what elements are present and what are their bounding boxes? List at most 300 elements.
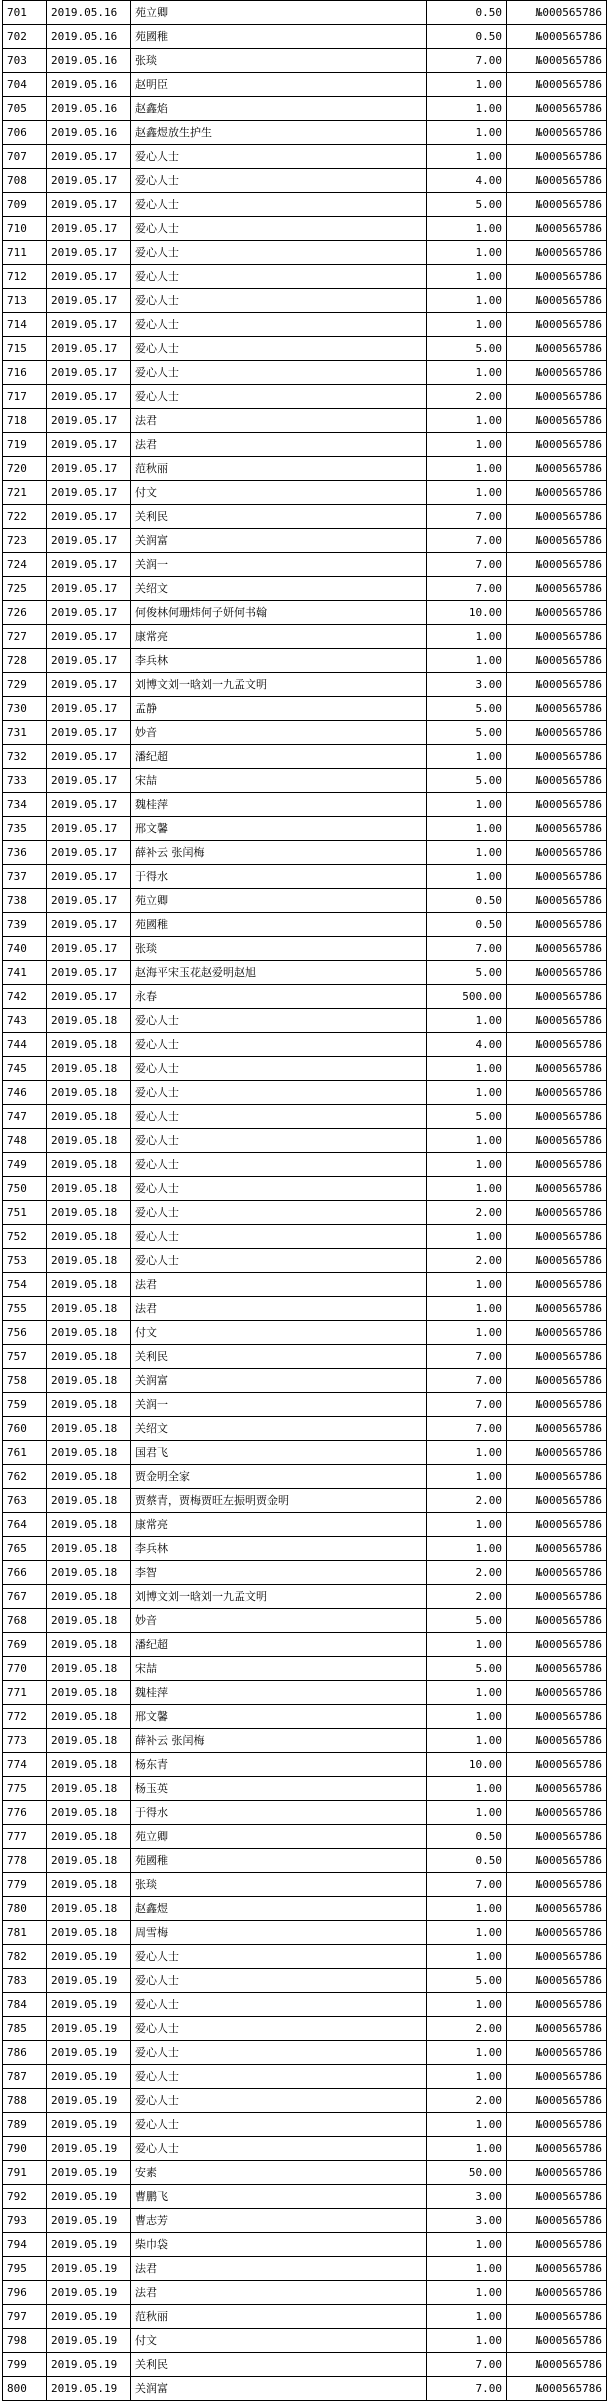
row-index-cell: 779 [3, 1873, 47, 1897]
row-receipt-cell: №000565786 [507, 2281, 607, 2305]
row-amount-cell: 1.00 [427, 841, 507, 865]
row-donor-cell: 爱心人士 [131, 1009, 427, 1033]
row-date-cell: 2019.05.19 [47, 2161, 131, 2185]
row-amount-cell: 1.00 [427, 361, 507, 385]
row-date-cell: 2019.05.18 [47, 1201, 131, 1225]
row-index-cell: 741 [3, 961, 47, 985]
row-donor-cell: 爱心人士 [131, 265, 427, 289]
row-amount-cell: 1.00 [427, 97, 507, 121]
row-amount-cell: 1.00 [427, 1129, 507, 1153]
donation-ledger-table [2, 0, 607, 2401]
row-receipt-cell: №000565786 [507, 1057, 607, 1081]
row-date-cell: 2019.05.18 [47, 1225, 131, 1249]
row-receipt-cell: №000565786 [507, 1729, 607, 1753]
row-donor-cell: 爱心人士 [131, 313, 427, 337]
row-index-cell: 717 [3, 385, 47, 409]
row-amount-cell: 1.00 [427, 1513, 507, 1537]
table-row [3, 577, 607, 601]
row-date-cell: 2019.05.18 [47, 1441, 131, 1465]
row-amount-cell: 1.00 [427, 625, 507, 649]
ledger-body [3, 1, 607, 2401]
row-index-cell: 789 [3, 2113, 47, 2137]
row-date-cell: 2019.05.17 [47, 145, 131, 169]
table-row [3, 361, 607, 385]
row-date-cell: 2019.05.17 [47, 985, 131, 1009]
row-index-cell: 747 [3, 1105, 47, 1129]
table-row [3, 2185, 607, 2209]
row-receipt-cell: №000565786 [507, 2257, 607, 2281]
row-donor-cell: 爱心人士 [131, 289, 427, 313]
row-date-cell: 2019.05.17 [47, 625, 131, 649]
row-date-cell: 2019.05.17 [47, 313, 131, 337]
row-amount-cell: 1.00 [427, 1273, 507, 1297]
row-index-cell: 706 [3, 121, 47, 145]
table-row [3, 49, 607, 73]
row-amount-cell: 5.00 [427, 721, 507, 745]
row-index-cell: 764 [3, 1513, 47, 1537]
row-index-cell: 791 [3, 2161, 47, 2185]
row-donor-cell: 薛补云 张闰梅 [131, 1729, 427, 1753]
row-amount-cell: 1.00 [427, 865, 507, 889]
table-row [3, 1081, 607, 1105]
row-donor-cell: 魏桂萍 [131, 793, 427, 817]
row-donor-cell: 关润一 [131, 1393, 427, 1417]
row-index-cell: 760 [3, 1417, 47, 1441]
table-row [3, 121, 607, 145]
row-receipt-cell: №000565786 [507, 265, 607, 289]
row-index-cell: 800 [3, 2377, 47, 2401]
row-amount-cell: 1.00 [427, 2329, 507, 2353]
row-amount-cell: 1.00 [427, 2305, 507, 2329]
table-row [3, 865, 607, 889]
row-donor-cell: 爱心人士 [131, 1201, 427, 1225]
row-date-cell: 2019.05.19 [47, 1993, 131, 2017]
row-donor-cell: 关绍文 [131, 577, 427, 601]
row-donor-cell: 康常亮 [131, 1513, 427, 1537]
row-amount-cell: 1.00 [427, 1633, 507, 1657]
row-donor-cell: 安素 [131, 2161, 427, 2185]
row-index-cell: 781 [3, 1921, 47, 1945]
row-donor-cell: 于得水 [131, 865, 427, 889]
row-receipt-cell: №000565786 [507, 985, 607, 1009]
row-date-cell: 2019.05.17 [47, 553, 131, 577]
row-amount-cell: 7.00 [427, 1369, 507, 1393]
row-receipt-cell: №000565786 [507, 1225, 607, 1249]
row-donor-cell: 爱心人士 [131, 1249, 427, 1273]
row-donor-cell: 何俊林何珊炜何子妍何书翰 [131, 601, 427, 625]
row-amount-cell: 1.00 [427, 145, 507, 169]
row-donor-cell: 国君飞 [131, 1441, 427, 1465]
table-row [3, 1105, 607, 1129]
row-date-cell: 2019.05.17 [47, 721, 131, 745]
table-row [3, 2329, 607, 2353]
row-donor-cell: 爱心人士 [131, 1129, 427, 1153]
row-amount-cell: 1.00 [427, 793, 507, 817]
table-row [3, 337, 607, 361]
row-donor-cell: 于得水 [131, 1801, 427, 1825]
table-row [3, 1489, 607, 1513]
table-row [3, 1417, 607, 1441]
row-amount-cell: 1.00 [427, 1537, 507, 1561]
table-row [3, 2137, 607, 2161]
row-date-cell: 2019.05.18 [47, 1681, 131, 1705]
row-receipt-cell: №000565786 [507, 1177, 607, 1201]
row-date-cell: 2019.05.18 [47, 1873, 131, 1897]
row-receipt-cell: №000565786 [507, 1129, 607, 1153]
table-row [3, 2353, 607, 2377]
row-date-cell: 2019.05.17 [47, 481, 131, 505]
row-amount-cell: 7.00 [427, 553, 507, 577]
row-receipt-cell: №000565786 [507, 1, 607, 25]
row-donor-cell: 曹志芳 [131, 2209, 427, 2233]
row-date-cell: 2019.05.17 [47, 265, 131, 289]
row-receipt-cell: №000565786 [507, 1537, 607, 1561]
row-index-cell: 705 [3, 97, 47, 121]
table-row [3, 2113, 607, 2137]
row-index-cell: 710 [3, 217, 47, 241]
row-date-cell: 2019.05.19 [47, 2305, 131, 2329]
row-index-cell: 754 [3, 1273, 47, 1297]
row-amount-cell: 1.00 [427, 1465, 507, 1489]
table-row [3, 1825, 607, 1849]
row-index-cell: 750 [3, 1177, 47, 1201]
row-donor-cell: 关利民 [131, 2353, 427, 2377]
table-row [3, 625, 607, 649]
row-index-cell: 703 [3, 49, 47, 73]
row-date-cell: 2019.05.17 [47, 865, 131, 889]
table-row [3, 97, 607, 121]
row-index-cell: 701 [3, 1, 47, 25]
table-row [3, 73, 607, 97]
row-donor-cell: 付文 [131, 2329, 427, 2353]
row-date-cell: 2019.05.17 [47, 841, 131, 865]
row-amount-cell: 1.00 [427, 1705, 507, 1729]
row-index-cell: 782 [3, 1945, 47, 1969]
row-date-cell: 2019.05.17 [47, 289, 131, 313]
row-donor-cell: 爱心人士 [131, 1225, 427, 1249]
row-receipt-cell: №000565786 [507, 337, 607, 361]
row-date-cell: 2019.05.19 [47, 2137, 131, 2161]
row-donor-cell: 爱心人士 [131, 385, 427, 409]
row-donor-cell: 永春 [131, 985, 427, 1009]
row-date-cell: 2019.05.18 [47, 1513, 131, 1537]
row-date-cell: 2019.05.17 [47, 889, 131, 913]
row-index-cell: 772 [3, 1705, 47, 1729]
row-donor-cell: 张琰 [131, 49, 427, 73]
row-amount-cell: 10.00 [427, 601, 507, 625]
row-donor-cell: 法君 [131, 433, 427, 457]
row-amount-cell: 2.00 [427, 1489, 507, 1513]
row-index-cell: 724 [3, 553, 47, 577]
row-amount-cell: 7.00 [427, 529, 507, 553]
row-donor-cell: 爱心人士 [131, 1105, 427, 1129]
table-row [3, 1609, 607, 1633]
row-receipt-cell: №000565786 [507, 313, 607, 337]
table-row [3, 2305, 607, 2329]
row-amount-cell: 7.00 [427, 577, 507, 601]
row-date-cell: 2019.05.17 [47, 337, 131, 361]
row-amount-cell: 0.50 [427, 1825, 507, 1849]
row-index-cell: 761 [3, 1441, 47, 1465]
row-amount-cell: 1.00 [427, 1729, 507, 1753]
row-index-cell: 739 [3, 913, 47, 937]
row-date-cell: 2019.05.17 [47, 961, 131, 985]
row-receipt-cell: №000565786 [507, 2065, 607, 2089]
row-date-cell: 2019.05.18 [47, 1009, 131, 1033]
row-receipt-cell: №000565786 [507, 457, 607, 481]
row-date-cell: 2019.05.16 [47, 121, 131, 145]
row-donor-cell: 赵海平宋玉花赵爱明赵旭 [131, 961, 427, 985]
row-index-cell: 720 [3, 457, 47, 481]
table-row [3, 817, 607, 841]
row-amount-cell: 1.00 [427, 1681, 507, 1705]
row-donor-cell: 法君 [131, 1297, 427, 1321]
row-date-cell: 2019.05.19 [47, 2089, 131, 2113]
row-date-cell: 2019.05.16 [47, 1, 131, 25]
row-donor-cell: 付文 [131, 481, 427, 505]
row-amount-cell: 1.00 [427, 241, 507, 265]
row-donor-cell: 法君 [131, 2281, 427, 2305]
row-donor-cell: 苑國稚 [131, 913, 427, 937]
row-donor-cell: 关润一 [131, 553, 427, 577]
row-index-cell: 771 [3, 1681, 47, 1705]
row-donor-cell: 苑立卿 [131, 1825, 427, 1849]
row-amount-cell: 1.00 [427, 1225, 507, 1249]
row-donor-cell: 爱心人士 [131, 1969, 427, 1993]
row-amount-cell: 5.00 [427, 697, 507, 721]
row-index-cell: 749 [3, 1153, 47, 1177]
table-row [3, 145, 607, 169]
row-donor-cell: 李兵林 [131, 649, 427, 673]
row-index-cell: 757 [3, 1345, 47, 1369]
row-receipt-cell: №000565786 [507, 529, 607, 553]
row-receipt-cell: №000565786 [507, 1825, 607, 1849]
row-receipt-cell: №000565786 [507, 2161, 607, 2185]
row-date-cell: 2019.05.18 [47, 1321, 131, 1345]
row-date-cell: 2019.05.18 [47, 1921, 131, 1945]
row-donor-cell: 爱心人士 [131, 217, 427, 241]
table-row [3, 1297, 607, 1321]
row-receipt-cell: №000565786 [507, 2377, 607, 2401]
table-row [3, 1801, 607, 1825]
row-amount-cell: 1.00 [427, 481, 507, 505]
table-row [3, 1753, 607, 1777]
row-date-cell: 2019.05.18 [47, 1897, 131, 1921]
table-row [3, 169, 607, 193]
row-date-cell: 2019.05.19 [47, 2017, 131, 2041]
row-date-cell: 2019.05.17 [47, 817, 131, 841]
row-donor-cell: 贾蔡青，贾梅贾旺左振明贾金明 [131, 1489, 427, 1513]
row-donor-cell: 爱心人士 [131, 193, 427, 217]
table-row [3, 1777, 607, 1801]
row-receipt-cell: №000565786 [507, 1681, 607, 1705]
row-amount-cell: 3.00 [427, 2209, 507, 2233]
row-amount-cell: 1.00 [427, 1777, 507, 1801]
row-date-cell: 2019.05.18 [47, 1729, 131, 1753]
table-row [3, 1513, 607, 1537]
row-index-cell: 799 [3, 2353, 47, 2377]
row-amount-cell: 2.00 [427, 2017, 507, 2041]
row-donor-cell: 关利民 [131, 505, 427, 529]
table-row [3, 937, 607, 961]
row-index-cell: 758 [3, 1369, 47, 1393]
row-index-cell: 746 [3, 1081, 47, 1105]
row-amount-cell: 5.00 [427, 1657, 507, 1681]
row-index-cell: 727 [3, 625, 47, 649]
row-amount-cell: 1.00 [427, 2065, 507, 2089]
row-receipt-cell: №000565786 [507, 2329, 607, 2353]
row-donor-cell: 关利民 [131, 1345, 427, 1369]
row-index-cell: 731 [3, 721, 47, 745]
row-donor-cell: 赵鑫煜 [131, 1897, 427, 1921]
row-date-cell: 2019.05.18 [47, 1129, 131, 1153]
row-amount-cell: 1.00 [427, 313, 507, 337]
table-row [3, 2209, 607, 2233]
row-receipt-cell: №000565786 [507, 2353, 607, 2377]
row-date-cell: 2019.05.19 [47, 2041, 131, 2065]
table-row [3, 1177, 607, 1201]
row-amount-cell: 7.00 [427, 1393, 507, 1417]
row-index-cell: 737 [3, 865, 47, 889]
row-date-cell: 2019.05.17 [47, 913, 131, 937]
row-amount-cell: 7.00 [427, 49, 507, 73]
row-receipt-cell: №000565786 [507, 121, 607, 145]
row-amount-cell: 5.00 [427, 193, 507, 217]
row-index-cell: 756 [3, 1321, 47, 1345]
row-amount-cell: 1.00 [427, 73, 507, 97]
row-receipt-cell: №000565786 [507, 889, 607, 913]
row-date-cell: 2019.05.18 [47, 1417, 131, 1441]
row-index-cell: 713 [3, 289, 47, 313]
row-index-cell: 795 [3, 2257, 47, 2281]
row-date-cell: 2019.05.18 [47, 1153, 131, 1177]
row-receipt-cell: №000565786 [507, 193, 607, 217]
row-receipt-cell: №000565786 [507, 1417, 607, 1441]
row-index-cell: 732 [3, 745, 47, 769]
row-date-cell: 2019.05.17 [47, 697, 131, 721]
table-row [3, 1345, 607, 1369]
row-index-cell: 745 [3, 1057, 47, 1081]
row-amount-cell: 2.00 [427, 2089, 507, 2113]
row-receipt-cell: №000565786 [507, 25, 607, 49]
row-amount-cell: 1.00 [427, 1897, 507, 1921]
row-receipt-cell: №000565786 [507, 481, 607, 505]
row-receipt-cell: №000565786 [507, 793, 607, 817]
row-amount-cell: 4.00 [427, 1033, 507, 1057]
row-index-cell: 788 [3, 2089, 47, 2113]
table-row [3, 745, 607, 769]
row-date-cell: 2019.05.19 [47, 2377, 131, 2401]
table-row [3, 841, 607, 865]
row-index-cell: 715 [3, 337, 47, 361]
row-donor-cell: 柴巾袋 [131, 2233, 427, 2257]
row-date-cell: 2019.05.18 [47, 1345, 131, 1369]
row-amount-cell: 5.00 [427, 1609, 507, 1633]
row-donor-cell: 康常亮 [131, 625, 427, 649]
row-date-cell: 2019.05.19 [47, 2233, 131, 2257]
row-index-cell: 702 [3, 25, 47, 49]
row-amount-cell: 1.00 [427, 1153, 507, 1177]
row-donor-cell: 苑國稚 [131, 1849, 427, 1873]
row-date-cell: 2019.05.17 [47, 361, 131, 385]
row-receipt-cell: №000565786 [507, 1753, 607, 1777]
row-donor-cell: 苑立卿 [131, 1, 427, 25]
row-amount-cell: 7.00 [427, 937, 507, 961]
row-index-cell: 763 [3, 1489, 47, 1513]
table-row [3, 1273, 607, 1297]
row-receipt-cell: №000565786 [507, 601, 607, 625]
row-amount-cell: 3.00 [427, 2185, 507, 2209]
row-index-cell: 775 [3, 1777, 47, 1801]
table-row [3, 265, 607, 289]
row-receipt-cell: №000565786 [507, 961, 607, 985]
table-row [3, 1705, 607, 1729]
row-index-cell: 767 [3, 1585, 47, 1609]
row-amount-cell: 5.00 [427, 337, 507, 361]
row-index-cell: 770 [3, 1657, 47, 1681]
row-date-cell: 2019.05.17 [47, 433, 131, 457]
row-amount-cell: 1.00 [427, 1321, 507, 1345]
row-date-cell: 2019.05.18 [47, 1249, 131, 1273]
row-receipt-cell: №000565786 [507, 697, 607, 721]
row-date-cell: 2019.05.17 [47, 769, 131, 793]
row-receipt-cell: №000565786 [507, 1921, 607, 1945]
row-amount-cell: 1.00 [427, 1441, 507, 1465]
row-index-cell: 762 [3, 1465, 47, 1489]
row-receipt-cell: №000565786 [507, 1009, 607, 1033]
row-index-cell: 769 [3, 1633, 47, 1657]
row-amount-cell: 0.50 [427, 1849, 507, 1873]
row-index-cell: 716 [3, 361, 47, 385]
row-index-cell: 708 [3, 169, 47, 193]
row-index-cell: 707 [3, 145, 47, 169]
row-date-cell: 2019.05.18 [47, 1633, 131, 1657]
row-donor-cell: 宋喆 [131, 1657, 427, 1681]
table-row [3, 1, 607, 25]
row-date-cell: 2019.05.18 [47, 1537, 131, 1561]
row-index-cell: 744 [3, 1033, 47, 1057]
table-row [3, 1009, 607, 1033]
row-index-cell: 792 [3, 2185, 47, 2209]
row-date-cell: 2019.05.18 [47, 1273, 131, 1297]
row-index-cell: 725 [3, 577, 47, 601]
row-receipt-cell: №000565786 [507, 97, 607, 121]
row-donor-cell: 爱心人士 [131, 2065, 427, 2089]
row-index-cell: 752 [3, 1225, 47, 1249]
table-row [3, 2257, 607, 2281]
table-row [3, 1585, 607, 1609]
row-amount-cell: 7.00 [427, 1873, 507, 1897]
row-donor-cell: 爱心人士 [131, 2017, 427, 2041]
row-index-cell: 742 [3, 985, 47, 1009]
row-index-cell: 797 [3, 2305, 47, 2329]
table-row [3, 2161, 607, 2185]
row-amount-cell: 1.00 [427, 1801, 507, 1825]
row-receipt-cell: №000565786 [507, 361, 607, 385]
table-row [3, 1153, 607, 1177]
row-receipt-cell: №000565786 [507, 649, 607, 673]
row-donor-cell: 关润富 [131, 529, 427, 553]
row-receipt-cell: №000565786 [507, 673, 607, 697]
row-donor-cell: 法君 [131, 409, 427, 433]
table-row [3, 601, 607, 625]
table-row [3, 385, 607, 409]
row-receipt-cell: №000565786 [507, 1297, 607, 1321]
row-amount-cell: 1.00 [427, 1009, 507, 1033]
table-row [3, 2017, 607, 2041]
row-amount-cell: 5.00 [427, 769, 507, 793]
row-index-cell: 793 [3, 2209, 47, 2233]
